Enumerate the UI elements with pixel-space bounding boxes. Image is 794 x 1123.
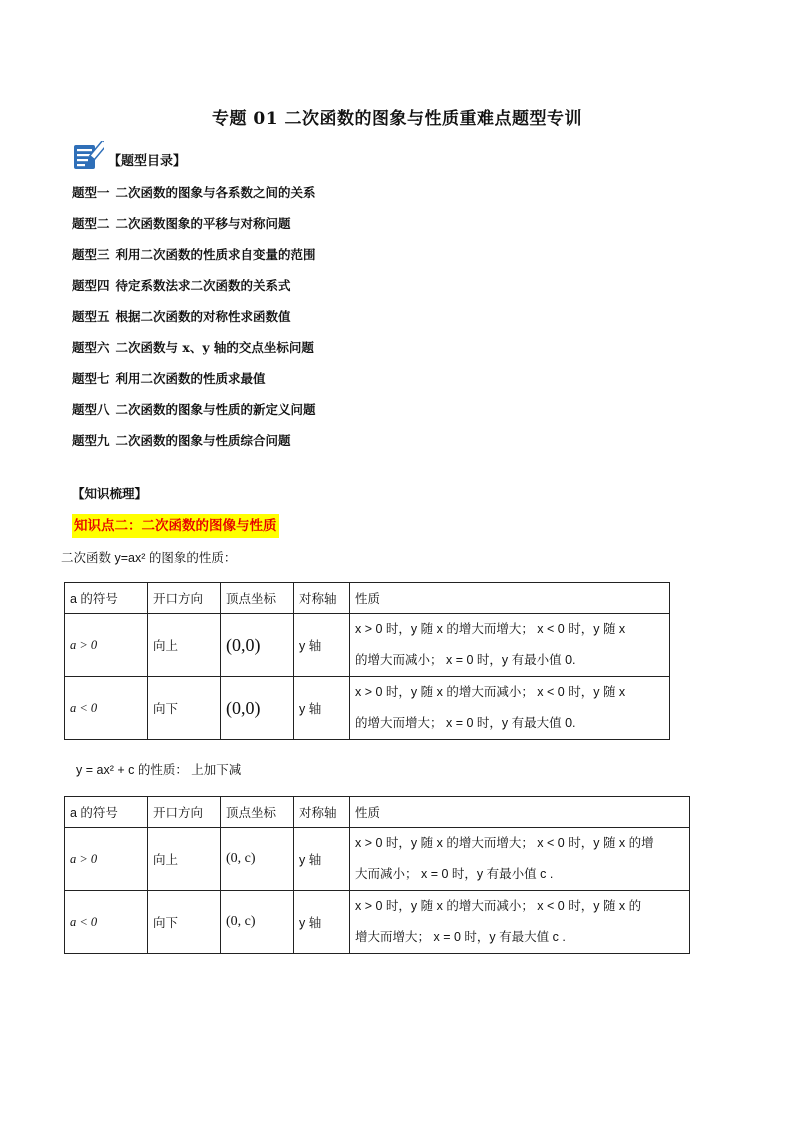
table-row (65, 677, 670, 740)
knowledge-heading: 【知识梳理】 (72, 486, 148, 501)
toc-item[interactable]: 题型七 利用二次函数的性质求最值 (72, 371, 266, 386)
axis-cell: y 轴 (294, 614, 350, 677)
table-row (65, 828, 690, 891)
properties-table-2 (64, 796, 690, 954)
toc-item[interactable]: 题型一 二次函数的图象与各系数之间的关系 (72, 185, 316, 200)
knowledge-point-title: 知识点二：二次函数的图像与性质 (72, 514, 279, 538)
sign-cell: a > 0 (65, 614, 148, 677)
notepad-pencil-icon (72, 141, 104, 175)
axis-cell: y 轴 (294, 891, 350, 954)
header-cell: a 的符号 (65, 583, 148, 614)
toc-heading (72, 142, 186, 174)
sign-cell: a < 0 (65, 677, 148, 740)
page-title: 专题 01 二次函数的图象与性质重难点题型专训 (212, 109, 582, 129)
property-cell: x > 0 时，y 随 x 的增大而增大； x < 0 时，y 随 x 的增 大而减小； x = 0 时，y 有最小值 c . (350, 828, 690, 891)
header-cell: 开口方向 (148, 583, 221, 614)
vertex-cell: (0,0) (221, 677, 294, 740)
sign-cell: a < 0 (65, 891, 148, 954)
toc-item[interactable]: 题型三 利用二次函数的性质求自变量的范围 (72, 247, 316, 262)
toc-item[interactable]: 题型八 二次函数的图象与性质的新定义问题 (72, 402, 316, 417)
toc-list (72, 182, 316, 461)
direction-cell: 向下 (148, 677, 221, 740)
sign-cell: a > 0 (65, 828, 148, 891)
header-cell: 对称轴 (294, 583, 350, 614)
property-cell: x > 0 时，y 随 x 的增大而减小； x < 0 时，y 随 x 的 增大而增大； x = 0 时，y 有最大值 c . (350, 891, 690, 954)
axis-cell: y 轴 (294, 828, 350, 891)
table-header-row (65, 797, 690, 828)
direction-cell: 向上 (148, 614, 221, 677)
header-cell: a 的符号 (65, 797, 148, 828)
vertex-cell: (0, c) (221, 891, 294, 954)
table-header-row (65, 583, 670, 614)
table1-intro: 二次函数 y=ax² 的图象的性质： (61, 551, 237, 565)
vertex-cell: (0, c) (221, 828, 294, 891)
axis-cell: y 轴 (294, 677, 350, 740)
header-cell: 顶点坐标 (221, 583, 294, 614)
direction-cell: 向上 (148, 828, 221, 891)
property-cell: x > 0 时，y 随 x 的增大而增大； x < 0 时，y 随 x 的增大而减小； x = 0 时，y 有最小值 0. (350, 614, 670, 677)
properties-table-1 (64, 582, 670, 740)
toc-heading-label: 【题型目录】 (108, 153, 187, 169)
property-cell: x > 0 时，y 随 x 的增大而减小； x < 0 时，y 随 x 的增大而增大； x = 0 时，y 有最大值 0. (350, 677, 670, 740)
toc-item[interactable]: 题型九 二次函数的图象与性质综合问题 (72, 433, 291, 448)
header-cell: 性质 (350, 583, 670, 614)
header-cell: 顶点坐标 (221, 797, 294, 828)
header-cell: 开口方向 (148, 797, 221, 828)
toc-item[interactable]: 题型二 二次函数图象的平移与对称问题 (72, 216, 291, 231)
toc-item[interactable]: 题型四 待定系数法求二次函数的关系式 (72, 278, 291, 293)
table2-intro: y = ax² + c 的性质： 上加下减 (76, 763, 242, 777)
table-row (65, 891, 690, 954)
header-cell: 性质 (350, 797, 690, 828)
table-row (65, 614, 670, 677)
header-cell: 对称轴 (294, 797, 350, 828)
vertex-cell: (0,0) (221, 614, 294, 677)
direction-cell: 向下 (148, 891, 221, 954)
toc-item[interactable]: 题型六 二次函数与 x、y 轴的交点坐标问题 (72, 340, 314, 355)
toc-item[interactable]: 题型五 根据二次函数的对称性求函数值 (72, 309, 291, 324)
